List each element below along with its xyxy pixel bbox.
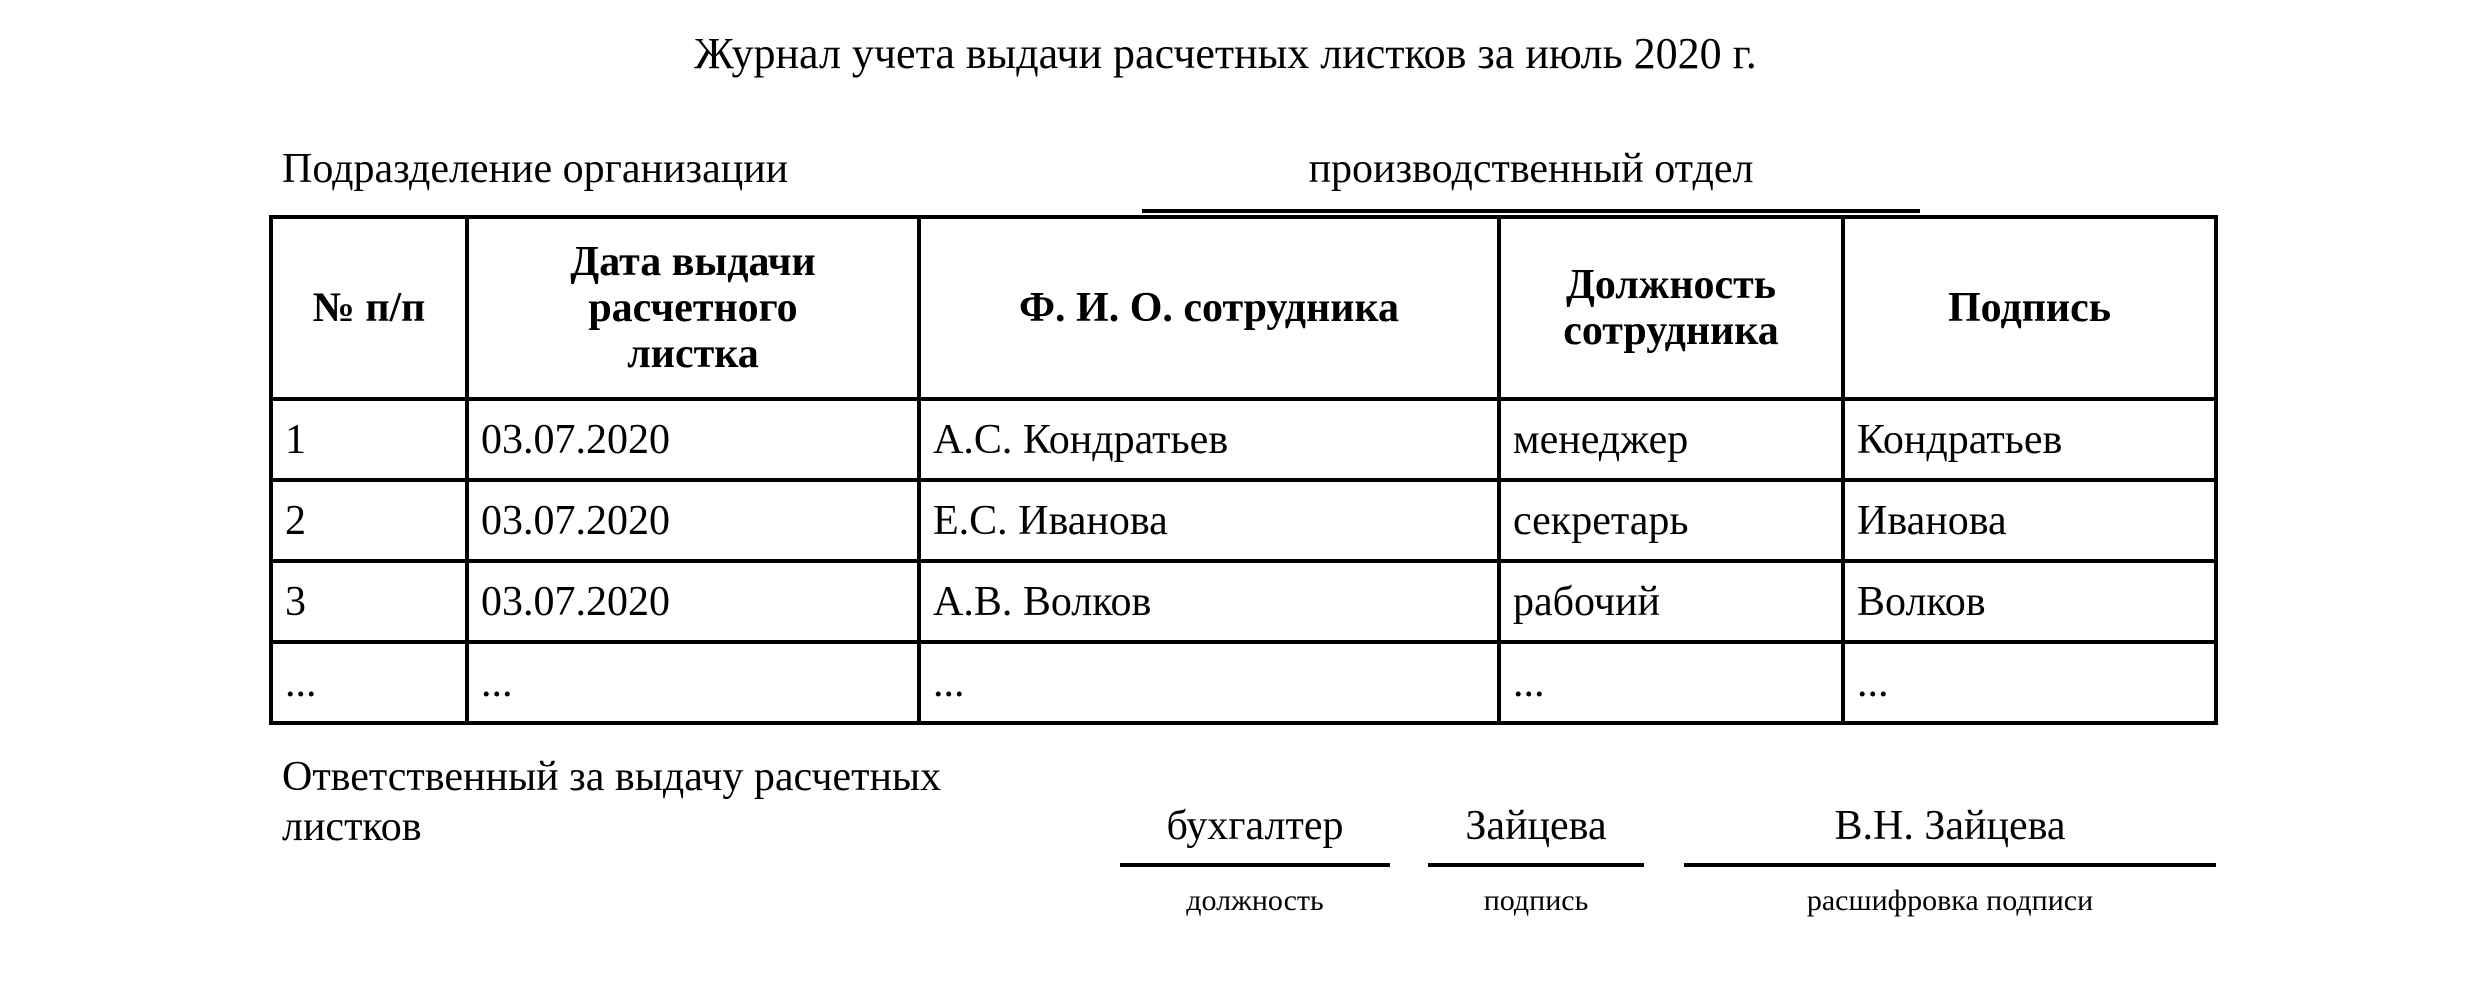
cell-issue-date: 03.07.2020 <box>467 399 919 480</box>
department-label: Подразделение организации <box>282 146 789 192</box>
cell-signature: Кондратьев <box>1843 399 2216 480</box>
header-number <box>271 217 467 399</box>
header-issue-date <box>467 217 919 399</box>
cell-position: секретарь <box>1499 480 1843 561</box>
responsible-position: бухгалтер <box>1166 803 1344 849</box>
full-name-underline <box>1684 863 2216 867</box>
header-signature <box>1843 217 2216 399</box>
signature-caption: подпись <box>1483 884 1589 917</box>
position-caption: должность <box>1186 884 1324 917</box>
cell-full-name: А.С. Кондратьев <box>919 399 1499 480</box>
signature-underline <box>1428 863 1644 867</box>
cell-signature: Волков <box>1843 561 2216 642</box>
header-full-name <box>919 217 1499 399</box>
cell-position: ... <box>1499 642 1843 723</box>
table-row <box>271 480 2216 561</box>
header-signature-label: Подпись <box>1948 285 2111 331</box>
document-title: Журнал учета выдачи расчетных листков за июль 2020 г. <box>694 29 1757 78</box>
header-position <box>1499 217 1843 399</box>
department-underline <box>1142 209 1920 213</box>
cell-position: рабочий <box>1499 561 1843 642</box>
cell-full-name: А.В. Волков <box>919 561 1499 642</box>
table-row <box>271 642 2216 723</box>
cell-issue-date: 03.07.2020 <box>467 480 919 561</box>
cell-issue-date: ... <box>467 642 919 723</box>
position-underline <box>1120 863 1390 867</box>
cell-issue-date: 03.07.2020 <box>467 561 919 642</box>
cell-position: менеджер <box>1499 399 1843 480</box>
payslip-journal-table <box>269 215 2218 725</box>
cell-full-name: ... <box>919 642 1499 723</box>
responsible-full-name: В.Н. Зайцева <box>1834 803 2066 849</box>
cell-number: ... <box>271 642 467 723</box>
full-name-caption: расшифровка подписи <box>1806 884 2094 917</box>
table-row <box>271 399 2216 480</box>
cell-full-name: Е.С. Иванова <box>919 480 1499 561</box>
cell-signature: ... <box>1843 642 2216 723</box>
header-issue-date-label: Дата выдачи расчетного листка <box>570 239 816 377</box>
header-position-label: Должность сотрудника <box>1563 262 1779 354</box>
cell-number: 1 <box>271 399 467 480</box>
table-row <box>271 561 2216 642</box>
cell-number: 2 <box>271 480 467 561</box>
responsible-signature: Зайцева <box>1465 803 1607 849</box>
cell-number: 3 <box>271 561 467 642</box>
header-full-name-label: Ф. И. О. сотрудника <box>1018 285 1399 331</box>
header-number-label: № п/п <box>312 285 426 331</box>
responsible-label: Ответственный за выдачу расчетных листков <box>282 754 942 850</box>
department-value: производственный отдел <box>1308 146 1754 192</box>
table-header-row <box>271 217 2216 399</box>
cell-signature: Иванова <box>1843 480 2216 561</box>
